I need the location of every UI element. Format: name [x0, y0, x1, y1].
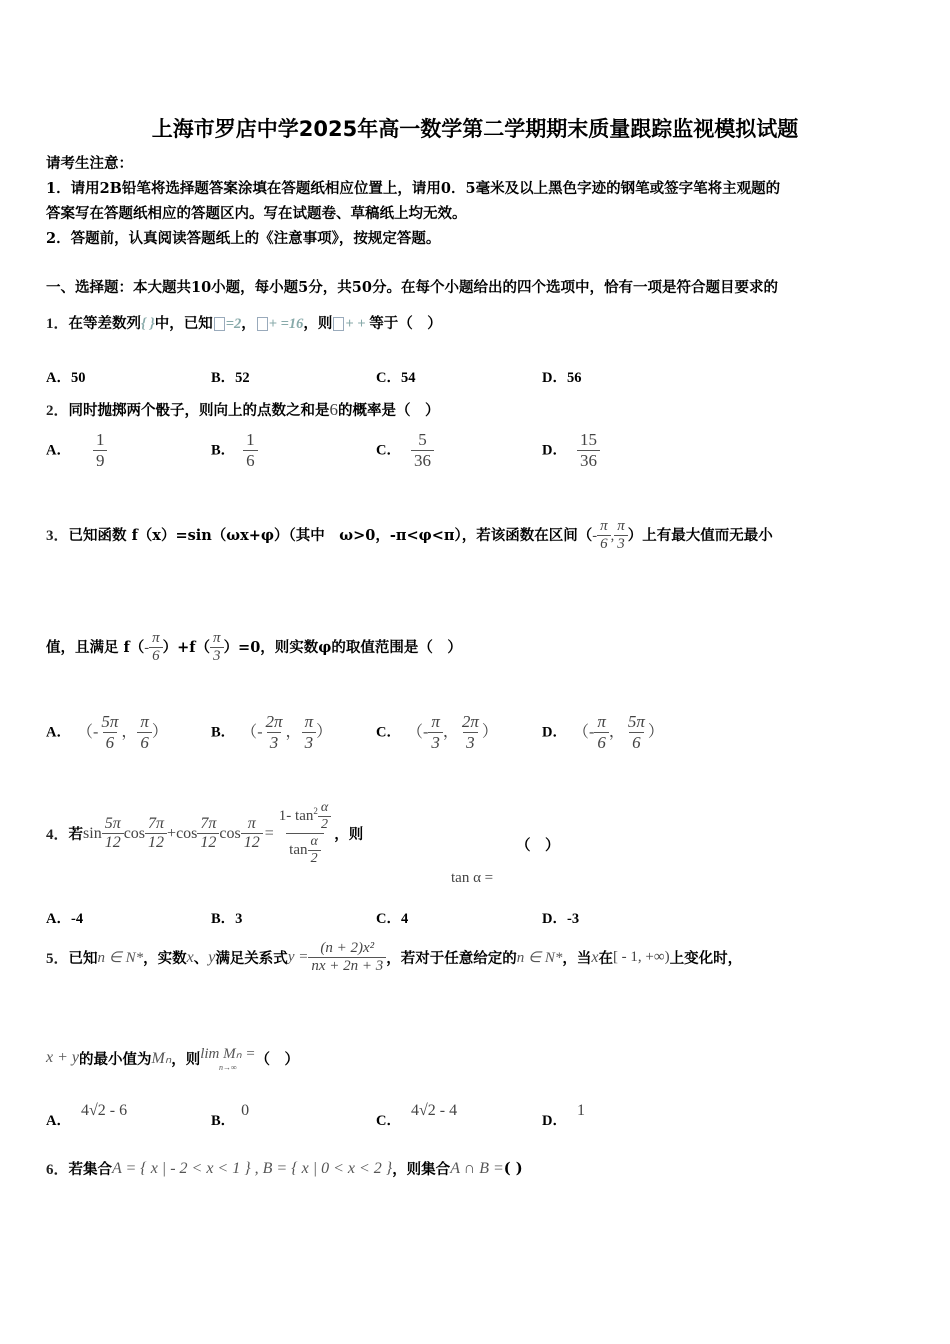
q2-number: 2．	[46, 403, 69, 419]
question-6: 6． 若集合 A = { x | - 2 < x < 1 } , B = { x | 0 < x < 2 } ，则集合 A ∩ B = ( )	[46, 1159, 523, 1178]
q3-option-a[interactable]: A． （- $\frac{5\pi}{6}$ ， $\frac{\pi}{6}$ ）	[46, 712, 168, 752]
question-3-line2: 值，且满足 f（- $\frac{\pi}{6}$ ）+f（ $\frac{\pi}{3}$ ）=0，则实数φ的取值范围是（ ）	[46, 630, 462, 665]
q1-a4-icon	[333, 317, 344, 331]
q2-six: 6	[329, 400, 339, 419]
q4-paren: （ ）	[516, 837, 560, 854]
question-5-line2: x + y 的最小值为 Mₙ ，则 lim Mₙ = n→∞ （ ）	[46, 1046, 299, 1072]
q5-option-d[interactable]: D．1	[542, 1102, 585, 1129]
q1-option-d[interactable]: D．56	[542, 370, 582, 386]
q3-option-d[interactable]: D． （- $\frac{\pi}{6}$ ， $\frac{5\pi}{6}$ ）	[542, 712, 664, 752]
q1-c3: + +	[345, 316, 370, 332]
q3-option-b[interactable]: B． （- $\frac{2\pi}{3}$ ， $\frac{\pi}{3}$ ）	[211, 712, 333, 752]
q1-seq: { }	[141, 316, 155, 332]
q1-option-a[interactable]: A．50	[46, 370, 86, 386]
q1-pre: 在等差数列	[68, 315, 142, 332]
q4-number: 4．	[46, 827, 69, 844]
q1-mid2: ，则	[303, 315, 333, 332]
q2-option-c[interactable]: C． $\frac{5}{36}$	[376, 430, 434, 470]
q1-a1-icon	[214, 317, 225, 331]
question-2	[46, 399, 440, 420]
q4-pre: 若	[68, 826, 84, 844]
q2-post: 的概率是（ ）	[338, 402, 440, 419]
q3-option-c[interactable]: C． （- $\frac{\pi}{3}$ ， $\frac{2\pi}{3}$ ）	[376, 712, 498, 752]
notice-line1a: 1．请用2B铅笔将选择题答案涂填在答题纸相应位置上，请用0．5毫米及以上黑色字迹的钢笔或签字笔将主观题的	[46, 180, 781, 197]
q2-option-b[interactable]: B． $\frac{1}{6}$	[211, 430, 258, 470]
q1-mid1: 中，已知	[154, 315, 213, 332]
notice-line2: 2．答题前，认真阅读答题纸上的《注意事项》，按规定答题。	[46, 230, 441, 247]
question-4: 4． 若 sin $\frac{5\pi}{12}$ cos $\frac{7\pi}{12}$ + cos $\frac{7\pi}{12}$ cos $\frac{\pi}{12}$ = 1- $\tan^2$ $\frac{\alpha}{2}$ tan $\frac{\alpha}{2}$ ，则	[46, 800, 364, 867]
q5-option-a[interactable]: A．4√2 - 6	[46, 1102, 128, 1129]
page-title: 上海市罗店中学2025年高一数学第二学期期末质量跟踪监视模拟试题	[151, 117, 799, 141]
notice-heading: 请考生注意：	[46, 155, 133, 172]
q3-text1: 已知函数 f（x）=sin（ωx+φ）（其中 ω>0，-π<φ<π），若该函数在区间（	[68, 526, 593, 544]
question-5-line1: 5． 已知 n ∈ N* ，实数 x 、 y 满足关系式 y = $\frac{\text{(n + 2)x²}}{nx + 2n + 3}$ ，若对于任意给定的 n ∈ N* ，当 x 在 [ - 1, +∞) 上变化时，	[46, 940, 743, 975]
q2-pre: 同时抛掷两个骰子，则向上的点数之和是	[68, 402, 330, 419]
q2-option-a[interactable]: A． $\frac{1}{9}$	[46, 430, 107, 470]
q4-option-c[interactable]: C．4	[376, 911, 409, 927]
q3-number: 3．	[46, 527, 69, 544]
q4-option-a[interactable]: A．-4	[46, 911, 84, 927]
q1-c1: =2	[225, 316, 242, 332]
q4-option-b[interactable]: B．3	[211, 911, 243, 927]
q5-option-c[interactable]: C．4√2 - 4	[376, 1102, 458, 1129]
q2-option-d[interactable]: D． $\frac{15}{36}$	[542, 430, 600, 470]
q1-post: 等于（ ）	[369, 315, 442, 332]
q1-c2: + =16	[268, 316, 304, 332]
q1-number: 1．	[46, 316, 69, 332]
section-heading: 一、选择题：本大题共10小题，每小题5分，共50分。在每个小题给出的四个选项中，恰有一项是符合题目要求的	[46, 279, 778, 296]
q1-sep: ，	[241, 315, 256, 332]
q4-option-d[interactable]: D．-3	[542, 911, 580, 927]
q1-option-c[interactable]: C．54	[376, 370, 416, 386]
question-1	[46, 312, 442, 333]
question-3-line1: 3．已知函数 f（x）=sin（ωx+φ）（其中 ω>0，-π<φ<π），若该函数在区间（- $\frac{\pi}{6}$ , $\frac{\pi}{3}$ ）上有最大值而无最小	[46, 518, 773, 553]
q1-a2-icon	[257, 317, 268, 331]
q4-tan-expr: tan α =	[451, 870, 494, 886]
q5-option-b[interactable]: B．0	[211, 1102, 250, 1129]
q3-text2: ）上有最大值而无最小	[627, 526, 773, 544]
q1-option-b[interactable]: B．52	[211, 370, 250, 386]
notice-line1b: 答案写在答题纸相应的答题区内。写在试题卷、草稿纸上均无效。	[46, 205, 467, 222]
